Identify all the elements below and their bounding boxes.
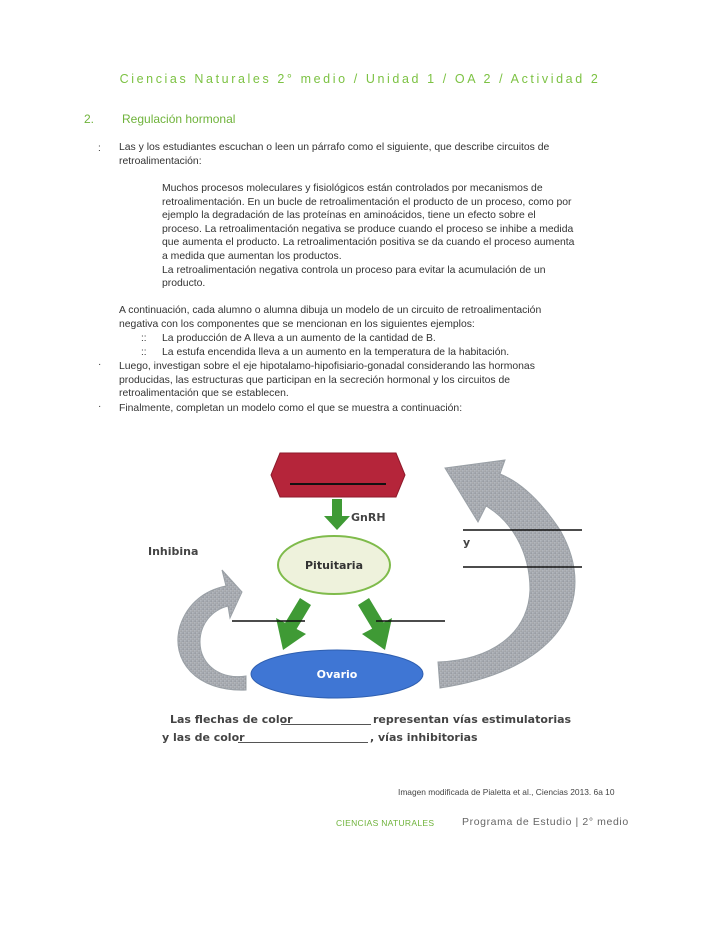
- luego-line: producidas, las estructuras que participan en la secreción hormonal y los circuitos de: [119, 374, 511, 386]
- page-header-title: Ciencias Naturales 2° medio / Unidad 1 / OA 2 / Actividad 2: [119, 72, 601, 86]
- example-item: La producción de A lleva a un aumento de la cantidad de B.: [162, 333, 436, 344]
- luego-line: Luego, investigan sobre el eje hipotalamo-hipofisiario-gonadal considerando las hormonas: [119, 361, 535, 372]
- gnrh-stimulatory-arrow: [324, 499, 350, 530]
- quote-line: La retroalimentación negativa controla un proceso para evitar la acumulación de un: [162, 264, 546, 276]
- luego-line: retroalimentación que se establecen.: [119, 388, 289, 400]
- section-title: Regulación hormonal: [122, 112, 236, 126]
- luego-paragraph: [119, 360, 649, 401]
- quote-line: proceso. La retroalimentación negativa se produce cuando el proceso se inhibe a medida: [162, 223, 574, 235]
- hormonal-feedback-diagram: [0, 430, 720, 760]
- image-credit: Imagen modificada de Pialetta et al., Ciencias 2013. 6a 10: [398, 787, 615, 797]
- caption-line-1-end: representan vías estimulatorias: [373, 713, 572, 726]
- right-stimulatory-arrow: [358, 598, 392, 650]
- finally-paragraph: Finalmente, completan un modelo como el que se muestra a continuación:: [119, 403, 463, 414]
- intro-paragraph: [119, 141, 639, 168]
- hypothalamus-shape: [271, 453, 405, 497]
- inhibina-label: Inhibina: [148, 545, 199, 558]
- task-line: negativa con los componentes que se mencionan en los siguientes ejemplos:: [119, 318, 475, 330]
- y-label: y: [463, 536, 471, 549]
- left-stimulatory-arrow: [276, 598, 311, 650]
- quote-line: retroalimentación. En un bucle de retroalimentación el producto de un proceso, como por: [162, 196, 572, 208]
- footer-program: Programa de Estudio | 2° medio: [462, 816, 629, 828]
- feedback-quote: [162, 182, 642, 291]
- task-paragraph: [119, 304, 649, 331]
- quote-line: a medida que aumentan los productos.: [162, 250, 342, 262]
- footer-subject: CIENCIAS NATURALES: [336, 818, 435, 828]
- luego-bullet: ·: [98, 359, 102, 370]
- gnrh-label: GnRH: [351, 511, 386, 524]
- intro-line: Las y los estudiantes escuchan o leen un párrafo como el siguiente, que describe circuitos de: [119, 142, 550, 153]
- example-bullet: ::: [141, 347, 147, 358]
- pituitaria-label: Pituitaria: [305, 559, 363, 572]
- ovario-label: Ovario: [316, 668, 358, 681]
- task-line: A continuación, cada alumno o alumna dibuja un modelo de un circuito de retroalimentación: [119, 305, 542, 316]
- caption-blank-1: [281, 724, 371, 725]
- caption-line-2-end: , vías inhibitorias: [370, 731, 478, 744]
- quote-line: Muchos procesos moleculares y fisiológicos están controlados por mecanismos de: [162, 183, 543, 194]
- intro-bullet: :: [98, 143, 101, 154]
- intro-line: retroalimentación:: [119, 155, 202, 167]
- right-feedback-arrow: [438, 460, 575, 688]
- quote-line: que aumenta el producto. La retroalimentación positiva se da cuando el proceso aumenta: [162, 237, 575, 249]
- example-item: La estufa encendida lleva a un aumento en la temperatura de la habitación.: [162, 347, 510, 358]
- caption-line-2-start: y las de color: [162, 731, 245, 744]
- caption-line-1-start: Las flechas de color: [170, 713, 293, 726]
- quote-line: producto.: [162, 278, 206, 290]
- caption-blank-2: [238, 742, 368, 743]
- section-number: 2.: [84, 112, 95, 126]
- quote-line: ejemplo la degradación de las proteínas en aminoácidos, tiene un efecto sobre el: [162, 210, 536, 222]
- finally-bullet: ·: [98, 401, 102, 412]
- example-bullet: ::: [141, 333, 147, 344]
